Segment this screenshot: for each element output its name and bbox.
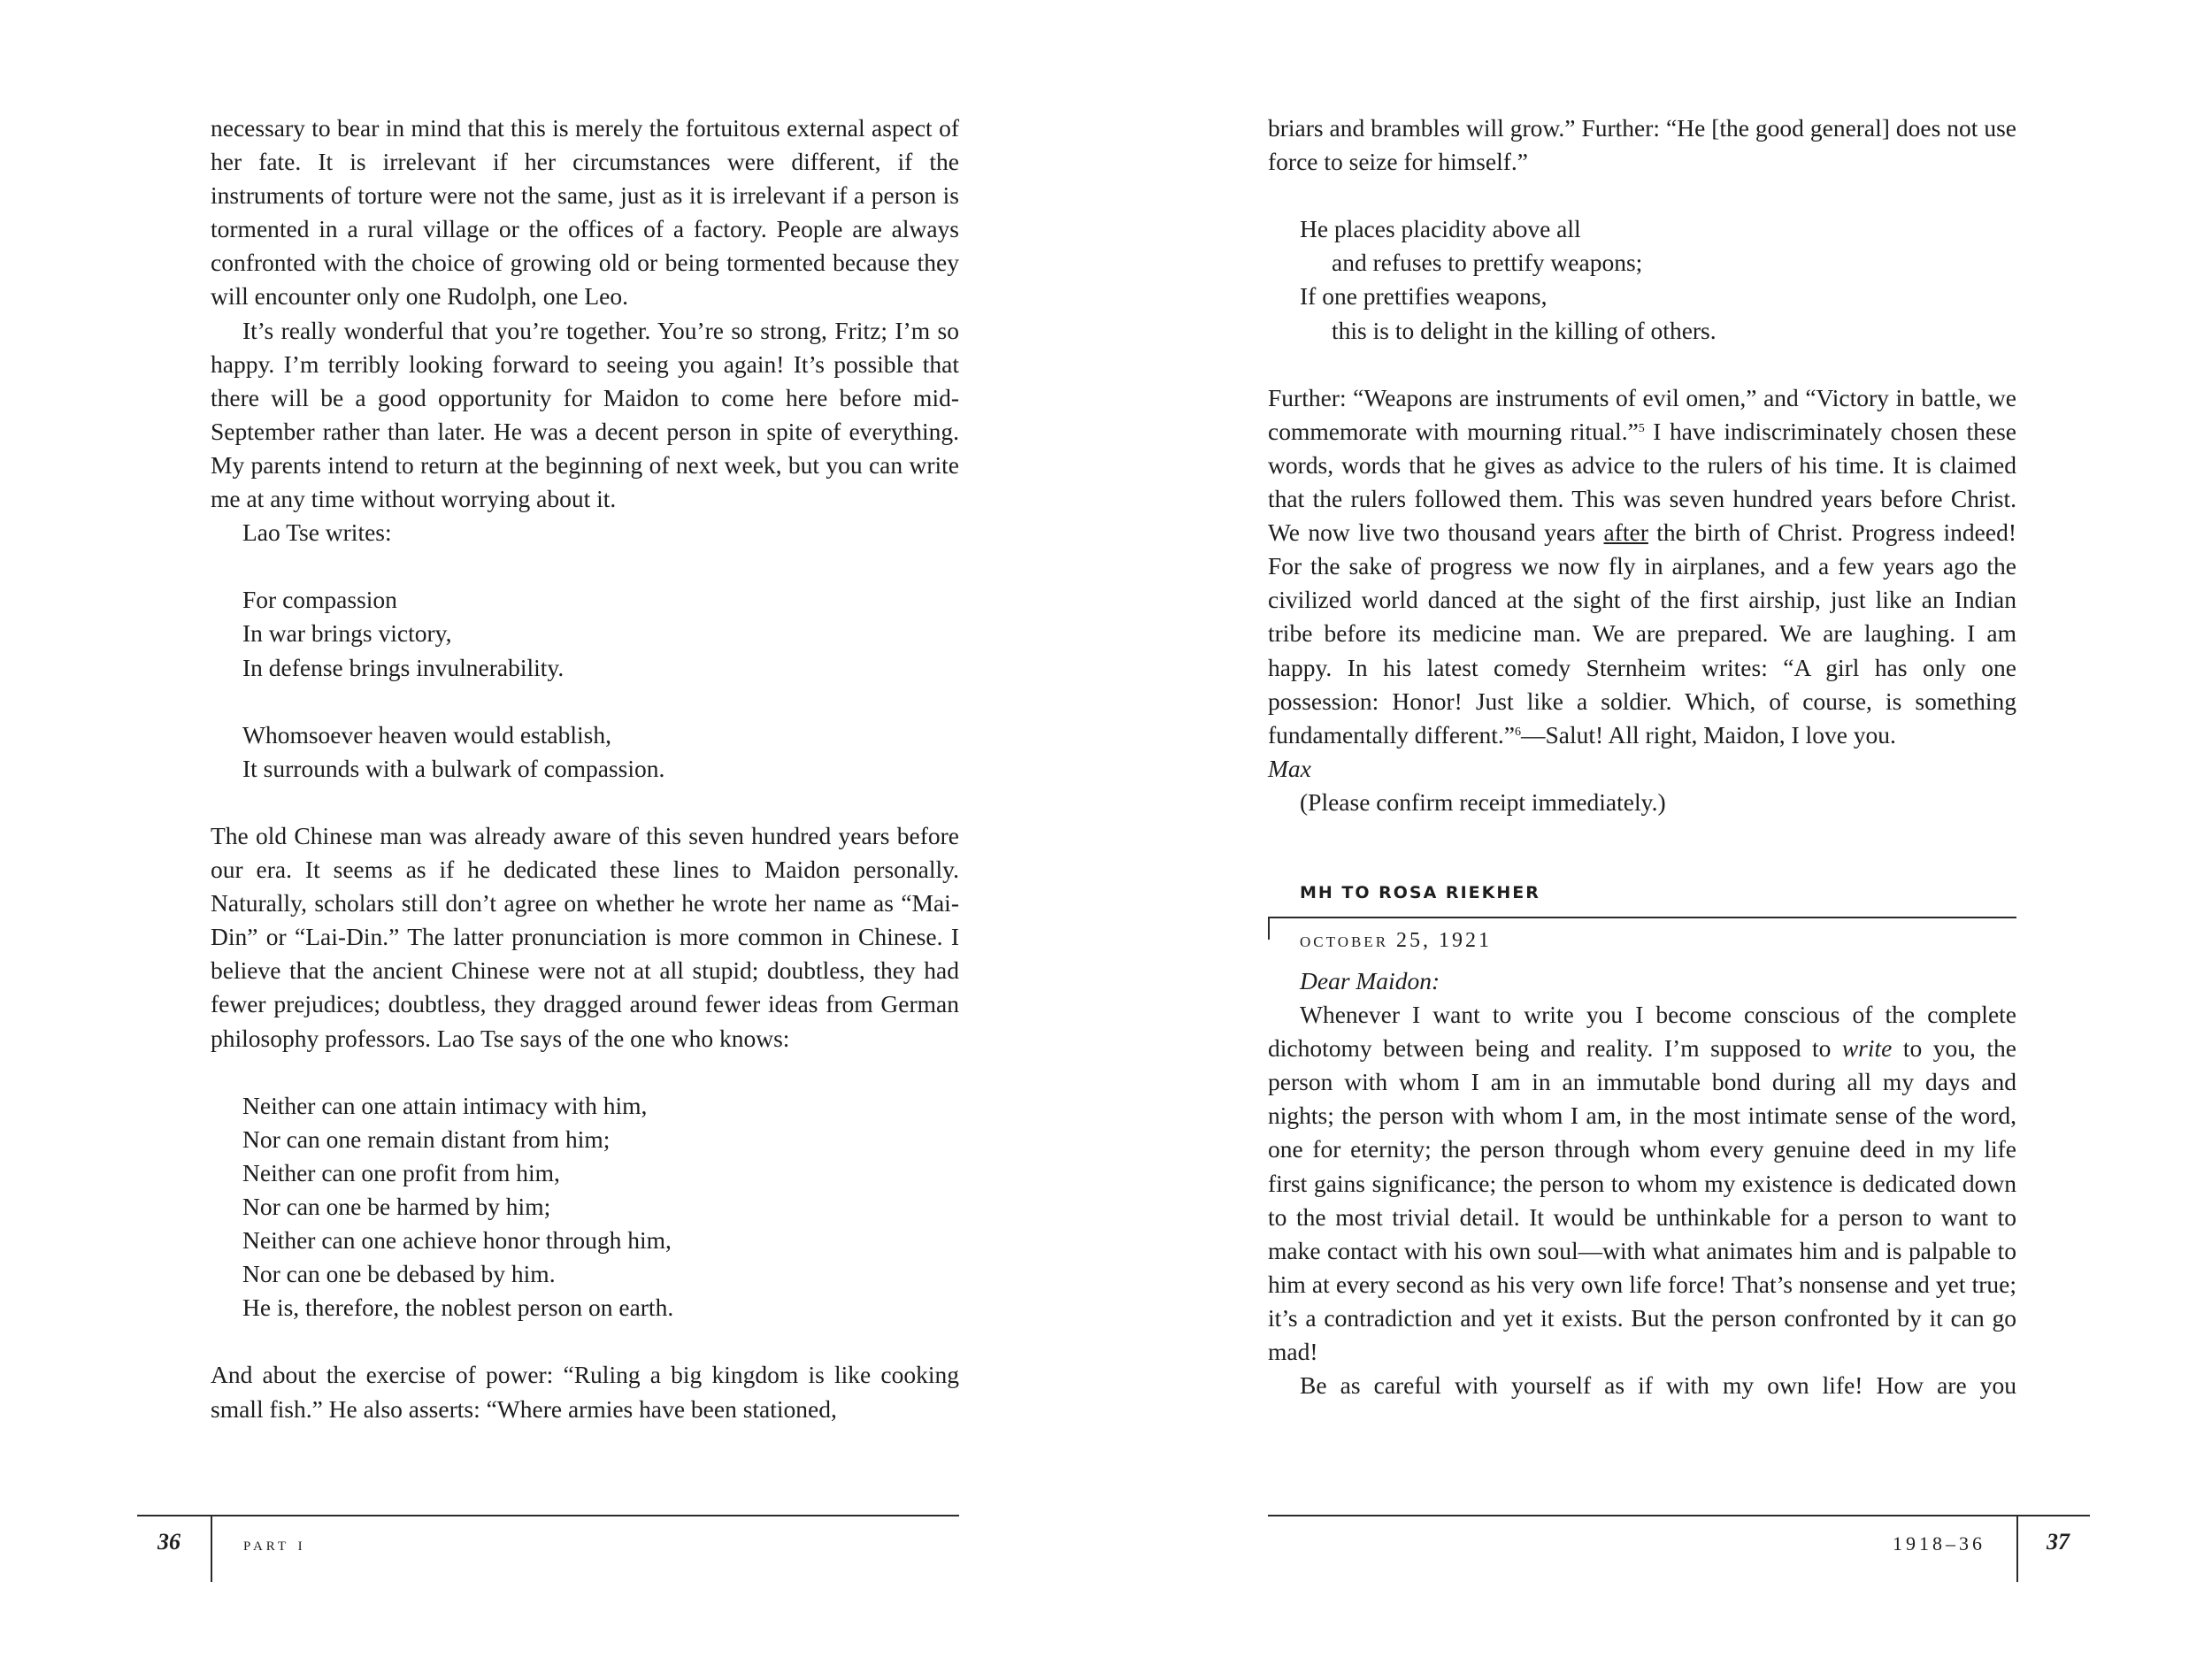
footer-rule: [1268, 1515, 2090, 1516]
verse-line: For compassion: [242, 586, 397, 614]
running-head: part i: [243, 1532, 306, 1555]
letter-date: october 25, 1921: [1300, 928, 1493, 952]
paragraph: briars and brambles will grow.” Further: “He [the good general] does not use force to seize for himself.”: [1268, 114, 2016, 176]
verse-line: In defense brings invulnerability.: [242, 653, 565, 681]
verse-line: If one prettifies weapons,: [1300, 282, 1548, 311]
verse-line: Nor can one remain distant from him;: [242, 1125, 611, 1153]
footer-divider: [2016, 1516, 2018, 1582]
paragraph: Further: “Weapons are instruments of evil omen,” and “Victory in battle, we commemorate with mourning ritual.”$^5$ I have indiscriminately chosen these words, words that he gives as advice to the rulers of his time. It is claimed that the rulers followed them. This was seven hundred years before Christ. We now live two thousand years after the birth of Christ. Progress indeed! For the sake of progress we now fly in airplanes, and a few years ago the civilized world danced at the sight of the first airship, just like an Indian tribe before its medicine man. We are prepared. We are laughing. I am happy. In his latest comedy Sternheim writes: “A girl has only one possession: Honor! Just like a soldier. Which, of course, is something fundamentally different.”$^6$—Salut! All right, Maidon, I love you.: [1268, 383, 2017, 749]
underlined-word: after: [1603, 518, 1648, 547]
letter-heading: MH TO ROSA RIEKHER: [1300, 882, 1540, 902]
verse-line: In war brings victory,: [242, 619, 452, 648]
verse-block: [211, 583, 959, 684]
footnote-marker: 6: [1514, 725, 1521, 739]
italic-word: write: [1841, 1034, 1893, 1063]
verse-line: Neither can one achieve honor through him,: [242, 1226, 672, 1255]
verse-line: Whomsoever heaven would establish,: [242, 720, 611, 749]
running-head: 1918–36: [1893, 1532, 1985, 1555]
paragraph: And about the exercise of power: “Ruling a big kingdom is like cooking small fish.” He also asserts: “Where armies have been stationed,: [211, 1361, 959, 1423]
paragraph: It’s really wonderful that you’re together. You’re so strong, Fritz; I’m so happy. I’m terribly looking forward to seeing you again! It’s possible that there will be a good opportunity for Maidon to come here before mid-September rather than later. He was a decent person in spite of everything. My parents intend to return at the beginning of next week, but you can write me at any time without worrying about it.: [211, 316, 959, 513]
paragraph: Be as careful with yourself as if with my own life! How are you: [1300, 1371, 2016, 1400]
verse-line: Neither can one attain intimacy with him,: [242, 1091, 648, 1119]
paragraph: The old Chinese man was already aware of this seven hundred years before our era. It seems as if he dedicated these lines to Maidon personally. Naturally, scholars still don’t agree on whether he wrote her name as “Mai-Din” or “Lai-Din.” The latter pronunciation is more common in Chinese. I believe that the ancient Chinese were not at all stupid; doubtless, they had fewer prejudices; doubtless, they dragged around fewer ideas from German philosophy professors. Lao Tse says of the one who knows:: [211, 821, 959, 1052]
verse-block: [211, 718, 959, 786]
postscript: (Please confirm receipt immediately.): [1300, 787, 1666, 816]
paragraph: necessary to bear in mind that this is merely the fortuitous external aspect of her fate. It is irrelevant if her circumstances were different, if the instruments of torture were not the same, just as it is irrelevant if a person is tormented in a rural village or the offices of a factory. People are always confronted with the choice of growing old or being tormented because they will encounter only one Rudolph, one Leo.: [211, 114, 959, 311]
greeting: Dear Maidon:: [1300, 966, 1440, 994]
verse-line: Nor can one be harmed by him;: [242, 1193, 551, 1220]
verse-block: [211, 1089, 959, 1325]
left-text-column: [211, 111, 959, 1426]
page-number: 36: [157, 1529, 180, 1555]
right-page: [1106, 0, 2212, 1666]
page-number: 37: [2047, 1529, 2070, 1555]
verse-line: Nor can one be debased by him.: [242, 1260, 556, 1288]
verse-block: [1268, 212, 2016, 347]
verse-line: Neither can one profit from him,: [242, 1158, 560, 1186]
verse-line: and refuses to prettify weapons;: [1332, 249, 1643, 277]
footer-rule: [137, 1515, 959, 1516]
paragraph: Whenever I want to write you I become conscious of the complete dichotomy between being and reality. I’m supposed to write to you, the person with whom I am in an immutable bond during all my days and nights; the person with whom I am, in the most intimate sense of the word, one for eternity; the person through whom every genuine deed in my life first gains significance; the person to whom my existence is dedicated down to the most trivial detail. It would be unthinkable for a person to want to make contact with his own soul—with what animates him and is palpable to him at every second as his very own life force! That’s nonsense and yet true; it’s a contradiction and yet it exists. But the person confronted by it can go mad!: [1268, 1001, 2016, 1365]
verse-line: He places placidity above all: [1300, 215, 1581, 243]
signature: Max: [1268, 754, 1311, 782]
footer-divider: [211, 1516, 212, 1582]
right-text-column: [1268, 111, 2016, 1402]
verse-line: It surrounds with a bulwark of compassion.: [242, 754, 665, 782]
footnote-marker: 5: [1638, 421, 1645, 435]
verse-line: this is to delight in the killing of others.: [1332, 316, 1717, 344]
verse-line: He is, therefore, the noblest person on earth.: [242, 1294, 674, 1322]
paragraph: Lao Tse writes:: [242, 518, 392, 547]
